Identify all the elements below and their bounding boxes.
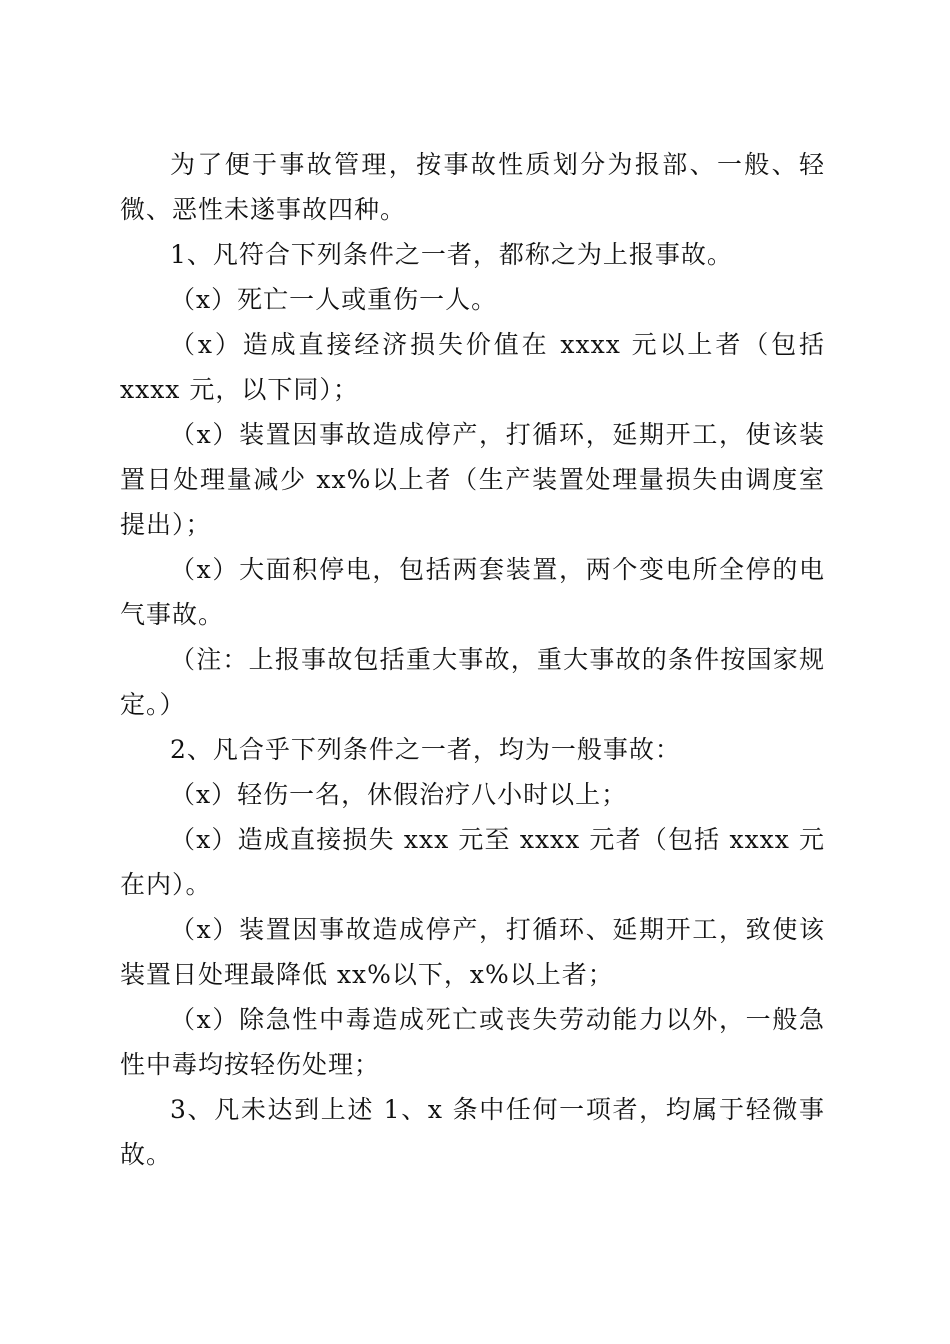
paragraph-intro: 为了便于事故管理，按事故性质划分为报部、一般、轻微、恶性未遂事故四种。	[120, 150, 825, 224]
paragraph-reportable-item-3: （x）装置因事故造成停产，打循环，延期开工，使该装置日处理量减少 xx%以上者（生产装置处理量损失由调度室提出）；	[120, 420, 825, 539]
paragraph-general-item-3: （x）装置因事故造成停产，打循环、延期开工，致使该装置日处理最降低 xx%以下，x%以上者；	[120, 915, 825, 989]
paragraph-note: （注：上报事故包括重大事故，重大事故的条件按国家规定。）	[120, 645, 825, 719]
paragraph-reportable-item-4: （x）大面积停电，包括两套装置，两个变电所全停的电气事故。	[120, 555, 825, 629]
paragraph-reportable-item-1: （x）死亡一人或重伤一人。	[170, 285, 498, 314]
paragraph-general-item-4: （x）除急性中毒造成死亡或丧失劳动能力以外，一般急性中毒均按轻伤处理；	[120, 1005, 825, 1079]
paragraph-minor-heading: 3、凡未达到上述 1、x 条中任何一项者，均属于轻微事故。	[120, 1095, 825, 1169]
paragraph-general-item-2: （x）造成直接损失 xxx 元至 xxxx 元者（包括 xxxx 元在内）。	[120, 825, 825, 899]
paragraph-general-heading: 2、凡合乎下列条件之一者，均为一般事故：	[170, 735, 681, 764]
document-body	[120, 142, 825, 1177]
paragraph-reportable-item-2: （x）造成直接经济损失价值在 xxxx 元以上者（包括 xxxx 元，以下同）；	[120, 330, 825, 404]
paragraph-general-item-1: （x）轻伤一名，休假治疗八小时以上；	[170, 780, 628, 809]
paragraph-reportable-heading: 1、凡符合下列条件之一者，都称之为上报事故。	[170, 240, 733, 269]
